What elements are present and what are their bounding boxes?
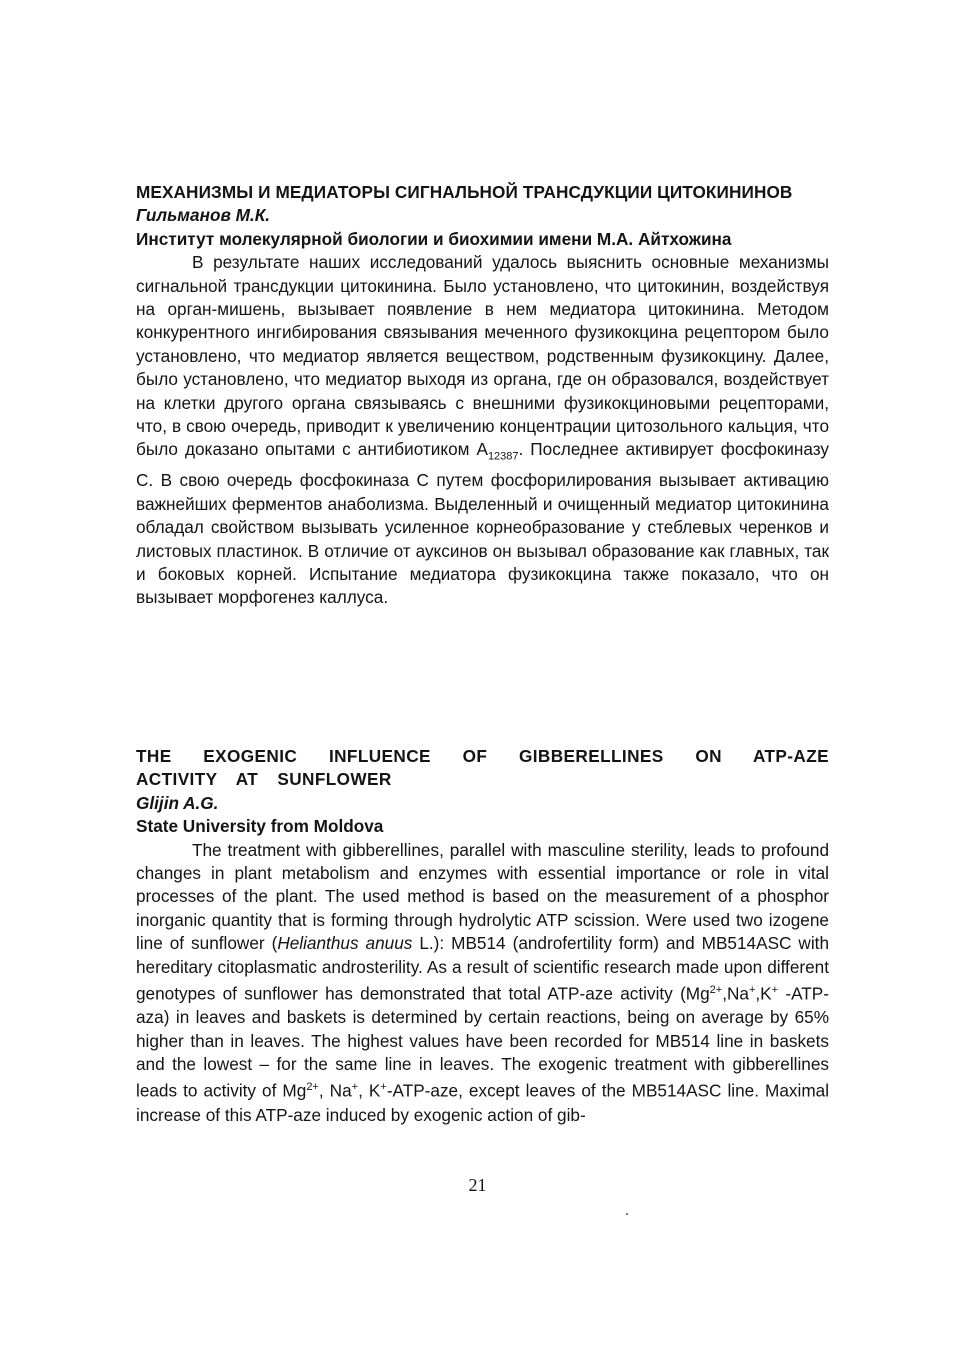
abstract-author: Glijin A.G. (136, 792, 219, 813)
body-text-part: The treatment with gibberellines, parallel with masculine sterility, leads to profound changes in plant metabolism and enzymes with essential importance or role in vital processes of the plant. The used method is based on the measurement of a phosphor inorganic quantity that is forming through hydrolytic ATP scission. Were used two izogene line of sunflower ( (136, 839, 829, 954)
species-name: Helianthus anuus (277, 933, 413, 954)
body-text-part: . Последнее активирует фосфокиназу С. В свою очередь фосфокиназа С путем фосфорилирования вызывает активацию важнейших ферментов анаболизма. Выделенный и очищенный медиатор цитокинина обладал свойством вызывать усиленное корнеобразование у стеблевых черенков и листовых пластинок. В отличие от ауксинов он вызывал образование как главных, так и боковых корней. Испытание медиатора фузикокцина также показало, что он вызывает морфогенез каллуса. (136, 439, 829, 608)
abstract-author: Гильманов М.К. (136, 205, 271, 226)
abstract-title: МЕХАНИЗМЫ И МЕДИАТОРЫ СИГНАЛЬНОЙ ТРАНСДУКЦИИ ЦИТОКИНИНОВ (136, 182, 793, 202)
body-text-part: , K (358, 1081, 381, 1102)
body-text-part: -ATP-aze, except leaves of the MB514ASC line. Maximal increase of this ATP-aze induced by exogenic action of gib- (136, 1081, 830, 1125)
superscript: 2+ (709, 984, 723, 997)
abstract-en (136, 745, 829, 1127)
abstract-body (136, 839, 829, 1127)
body-text-part: , Na (318, 1081, 352, 1102)
abstract-institution: Институт молекулярной биологии и биохимии имени М.А. Айтхожина (136, 228, 732, 249)
body-text-part: В результате наших исследований удалось выяснить основные механизмы сигнальной трансдукции цитокинина. Было установлено, что цитокинин, воздействуя на орган-мишень, вызывает появление в нем медиатора цитокинина. Методом конкурентного ингибирования связывания меченного фузикокцина рецептором было установлено, что медиатор является веществом, родственным фузикокцину. Далее, было установлено, что медиатор выходя из органа, где он образовался, воздействует на клетки другого органа связываясь с внешними фузикокциновыми рецепторами, что, в свою очередь, приводит к увеличению концентрации цитозольного кальция, что было доказано опытами с антибиотиком А (136, 252, 829, 460)
subscript: 12387 (487, 450, 519, 463)
superscript: + (351, 1081, 359, 1094)
abstract-institution: State University from Moldova (136, 816, 384, 837)
superscript: + (380, 1081, 387, 1094)
body-text-part: ,Na (722, 983, 749, 1004)
body-text-part: -ATP-aza) in leaves and baskets is determined by certain reactions, being on average by 65% higher than in leaves. The highest values have been recorded for MB514 line in baskets and the lowest – for the same line in leaves. The exogenic treatment with gibberellines leads to activity of Mg (136, 983, 829, 1102)
abstract-title: THE EXOGENIC INFLUENCE OF GIBBERELLINES ON ATP-AZE ACTIVITY AT SUNFLOWER (136, 746, 829, 790)
body-text-part: ,K (755, 983, 772, 1004)
abstract-ru (136, 181, 829, 610)
superscript: 2+ (306, 1081, 319, 1094)
superscript: + (748, 984, 756, 997)
scan-speck (626, 1213, 628, 1215)
superscript: + (771, 984, 779, 997)
abstract-body (136, 251, 829, 610)
page-number: 21 (468, 1175, 487, 1195)
body-text-part: L.): MB514 (androfertility form) and MB514ASC with hereditary citoplasmatic androsterility. As a result of scientific research made upon different genotypes of sunflower has demonstrated that total ATP-aze activity (Mg (136, 933, 829, 1004)
